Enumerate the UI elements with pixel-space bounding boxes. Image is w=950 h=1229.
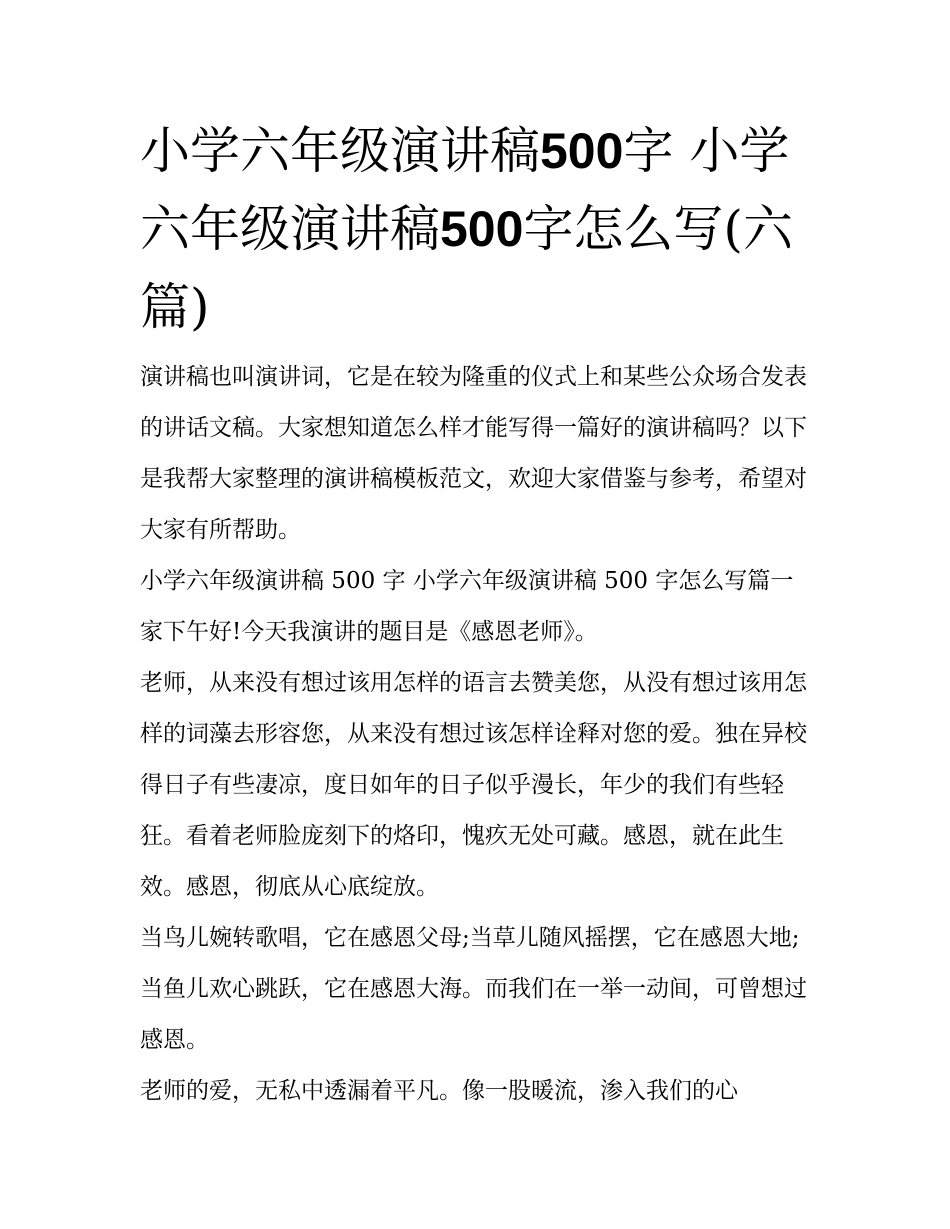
paragraph-body-2: 当鸟儿婉转歌唱，它在感恩父母;当草儿随风摇摆，它在感恩大地;当鱼儿欢心跳跃，它在感恩大海。而我们在一举一动间，可曾想过感恩。 bbox=[140, 925, 807, 1053]
paragraph-body-3: 老师的爱，无私中透漏着平凡。像一股暖流，渗入我们的心 bbox=[140, 1078, 738, 1104]
paragraph-heading-essay-1: 小学六年级演讲稿 500 字 小学六年级演讲稿 500 字怎么写篇一 家下午好!今天我演讲的题目是《感恩老师》。 bbox=[140, 568, 794, 645]
title-number-2: 500 bbox=[440, 201, 524, 257]
document-body bbox=[140, 352, 820, 1117]
paragraph-body-1: 老师，从来没有想过该用怎样的语言去赞美您，从没有想过该用怎样的词藻去形容您，从来没有想过该怎样诠释对您的爱。独在异校得日子有些凄凉，度日如年的日子似乎漫长，年少的我们有些轻狂。看着老师脸庞刻下的烙印，愧疚无处可藏。感恩，就在此生效。感恩，彻底从心底绽放。 bbox=[140, 670, 807, 900]
document-title bbox=[140, 112, 820, 346]
title-text-1: 小学六年级演讲稿 bbox=[140, 122, 540, 180]
title-number-1: 500 bbox=[540, 123, 624, 179]
title-text-2: 字 小学六年级演讲稿 bbox=[140, 122, 790, 258]
paragraph-intro: 演讲稿也叫演讲词，它是在较为隆重的仪式上和某些公众场合发表的讲话文稿。大家想知道怎么样才能写得一篇好的演讲稿吗？以下是我帮大家整理的演讲稿模板范文，欢迎大家借鉴与参考，希望对大家有所帮助。 bbox=[140, 364, 807, 543]
title-text-3: 字怎么写(六篇) bbox=[140, 200, 793, 336]
